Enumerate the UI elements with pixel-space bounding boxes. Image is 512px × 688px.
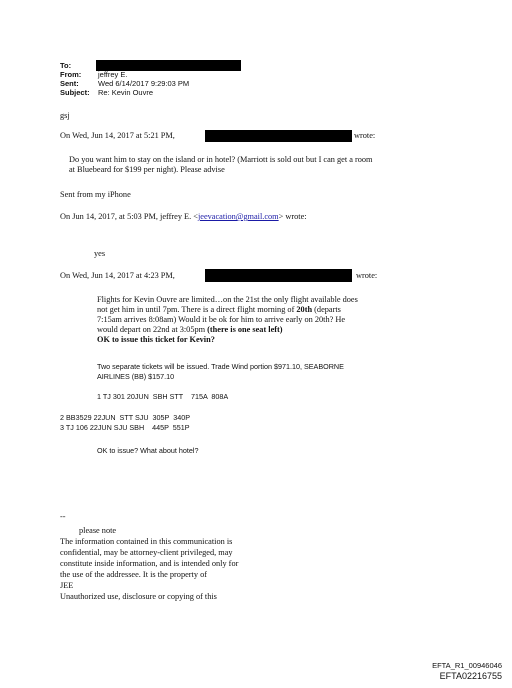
note-line3: confidential, may be attorney-client privileged, may bbox=[60, 548, 233, 557]
redaction-quote3 bbox=[205, 269, 352, 282]
quote1-header bbox=[60, 131, 175, 141]
quote3-prefix: On Wed, Jun 14, 2017 at 4:23 PM, bbox=[60, 271, 175, 280]
sent-value: Wed 6/14/2017 9:29:03 PM bbox=[98, 79, 190, 88]
segment-1: 1 TJ 301 20JUN SBH STT 715A 808A bbox=[97, 392, 229, 401]
subject-label: Subject: bbox=[60, 88, 90, 97]
from-value: jeffrey E. bbox=[98, 70, 128, 79]
note-line4: constitute inside information, and is intended only for bbox=[60, 559, 239, 568]
flights-line2-bold: 20th bbox=[296, 305, 313, 314]
from-row bbox=[60, 70, 127, 79]
quote3-suffix: wrote: bbox=[356, 271, 378, 280]
sent-label: Sent: bbox=[60, 79, 79, 88]
segment-3: 3 TJ 106 22JUN SJU SBH 445P 551P bbox=[60, 423, 190, 432]
footer-id-1: EFTA_R1_00946046 bbox=[432, 661, 502, 670]
note-line5: the use of the addressee. It is the property of bbox=[60, 570, 207, 579]
flights-line4 bbox=[97, 325, 283, 335]
quote1-suffix: wrote: bbox=[354, 131, 376, 140]
quote1-prefix: On Wed, Jun 14, 2017 at 5:21 PM, bbox=[60, 131, 175, 140]
flights-line5 bbox=[97, 335, 215, 345]
question-line2: at Bluebeard for $199 per night). Please advise bbox=[69, 165, 225, 174]
to-row bbox=[60, 61, 98, 70]
sent-from-text: Sent from my iPhone bbox=[60, 190, 131, 199]
flights-line4-bold: (there is one seat left) bbox=[207, 325, 283, 334]
flights-line1: Flights for Kevin Ouvre are limited…on the 21st the only flight available does bbox=[97, 295, 358, 304]
subject-row bbox=[60, 88, 153, 97]
quote2-header bbox=[60, 212, 307, 222]
yes-text: yes bbox=[94, 249, 106, 258]
quote3-header bbox=[60, 271, 175, 281]
flights-line2 bbox=[97, 305, 341, 315]
to-label: To: bbox=[60, 61, 72, 70]
note-line7: Unauthorized use, disclosure or copying of this bbox=[60, 592, 217, 601]
quote2-prefix: On Jun 14, 2017, at 5:03 PM, jeffrey E. < bbox=[60, 212, 198, 221]
note-line6: JEE bbox=[60, 581, 74, 590]
sent-row bbox=[60, 79, 189, 88]
subject-value: Re: Kevin Ouvre bbox=[98, 88, 154, 97]
flights-line4-text: would depart on 22nd at 3:05pm bbox=[97, 325, 206, 334]
flights-line2-end: (departs bbox=[314, 305, 341, 314]
segment-2: 2 BB3529 22JUN STT SJU 305P 340P bbox=[60, 413, 190, 422]
ok-hotel-text: OK to issue? What about hotel? bbox=[97, 446, 199, 455]
tickets-line1: Two separate tickets will be issued. Trade Wind portion $971.10, SEABORNE bbox=[97, 362, 344, 371]
quote2-suffix: > wrote: bbox=[278, 212, 307, 221]
question-line1: Do you want him to stay on the island or in hotel? (Marriott is sold out but I can get a room bbox=[69, 155, 373, 164]
flights-line2-text: not get him in until 7pm. There is a direct flight morning of bbox=[97, 305, 295, 314]
redaction-quote1 bbox=[205, 130, 352, 142]
from-label: From: bbox=[60, 70, 82, 79]
sig-dash: -- bbox=[60, 512, 66, 521]
ok-issue-bold: OK to issue this ticket for Kevin? bbox=[97, 335, 215, 344]
footer-id-2: EFTA02216755 bbox=[439, 671, 502, 681]
note-line2: The information contained in this communication is bbox=[60, 537, 233, 546]
note-line1: please note bbox=[79, 526, 117, 535]
email-link[interactable]: jeevacation@gmail.com bbox=[197, 212, 279, 221]
tickets-line2: AIRLINES (BB) $157.10 bbox=[97, 372, 175, 381]
gsj-text: gsj bbox=[60, 111, 70, 120]
flights-line3: 7:15am arrives 8:08am) Would it be ok for him to arrive early on 20th? He bbox=[97, 315, 346, 324]
